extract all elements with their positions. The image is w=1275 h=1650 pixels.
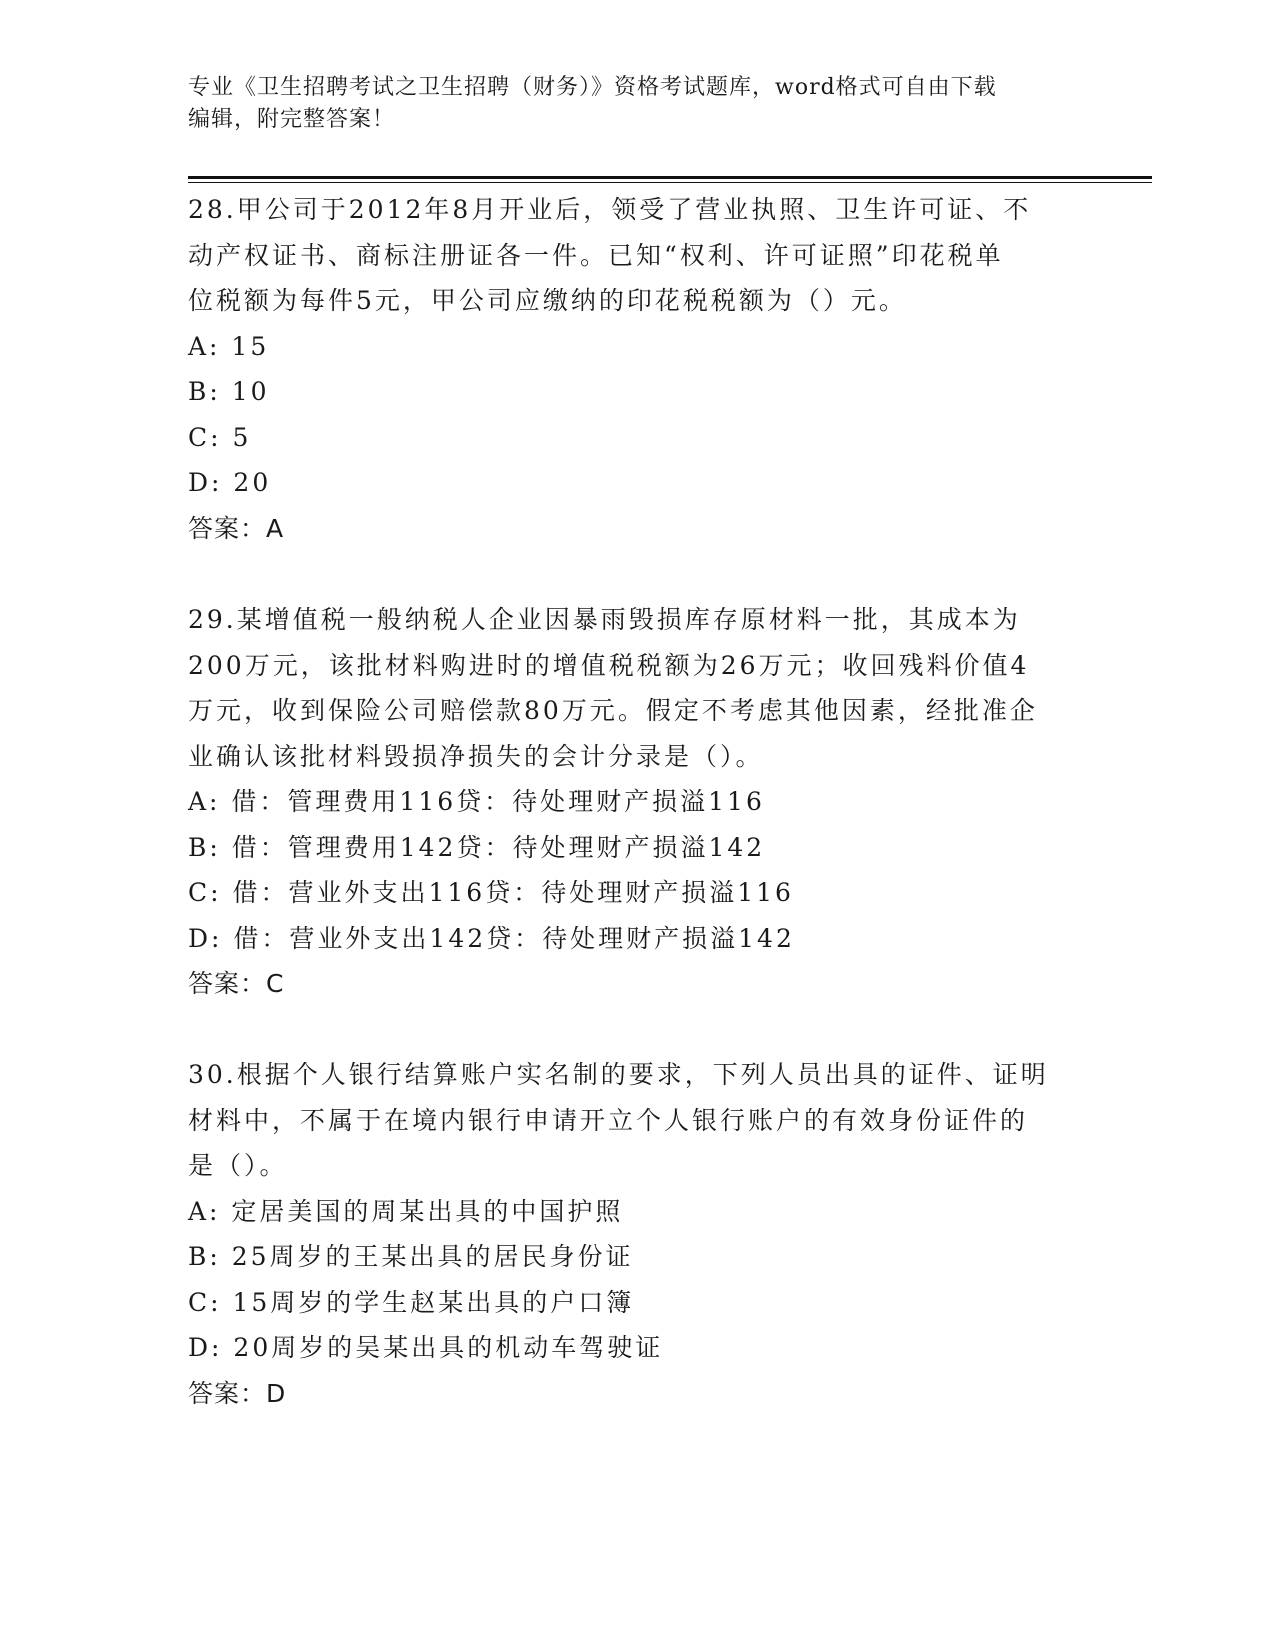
question-29-line-1: 29.某增值税一般纳税人企业因暴雨毁损库存原材料一批，其成本为 [188, 605, 1021, 634]
question-28-line-1: 28.甲公司于2012年8月开业后，领受了营业执照、卫生许可证、不 [188, 195, 1032, 224]
question-28-answer: 答案：A [188, 513, 285, 543]
question-28-option-d: D: 20 [188, 468, 272, 497]
question-30 [188, 1052, 1088, 1416]
question-30-line-3: 是（）。 [188, 1151, 288, 1180]
question-30-option-a: A: 定居美国的周某出具的中国护照 [188, 1196, 624, 1226]
question-29-answer: 答案：C [188, 969, 285, 998]
question-29-line-3: 万元，收到保险公司赔偿款80万元。假定不考虑其他因素，经批准企 [188, 696, 1038, 725]
question-29-option-a: A: 借：管理费用116贷：待处理财产损溢116 [188, 787, 765, 816]
question-28-option-c: C: 5 [188, 422, 252, 452]
question-28 [188, 187, 1088, 551]
question-29-line-4: 业确认该批材料毁损净损失的会计分录是（）。 [188, 741, 764, 771]
header-divider-thick [188, 176, 1152, 179]
question-28-line-3: 位税额为每件5元，甲公司应缴纳的印花税税额为（）元。 [188, 286, 907, 315]
header-line-1: 专业《卫生招聘考试之卫生招聘（财务）》资格考试题库，word格式可自由下载 [188, 75, 997, 100]
question-29 [188, 597, 1088, 1007]
document-header [188, 72, 1068, 136]
header-divider-thin [188, 182, 1152, 183]
question-30-line-1: 30.根据个人银行结算账户实名制的要求，下列人员出具的证件、证明 [188, 1060, 1049, 1089]
question-30-option-d: D: 20周岁的吴某出具的机动车驾驶证 [188, 1333, 664, 1362]
question-29-option-b: B: 借：管理费用142贷：待处理财产损溢142 [188, 832, 766, 862]
question-29-option-c: C: 借：营业外支出116贷：待处理财产损溢116 [188, 878, 794, 907]
question-28-option-b: B: 10 [188, 377, 270, 406]
question-29-line-2: 200万元，该批材料购进时的增值税税额为26万元；收回残料价值4 [188, 650, 1030, 680]
question-29-option-d: D: 借：营业外支出142贷：待处理财产损溢142 [188, 923, 795, 953]
question-30-option-c: C: 15周岁的学生赵某出具的户口簿 [188, 1287, 635, 1317]
header-line-2: 编辑，附完整答案！ [188, 107, 396, 132]
question-30-answer: 答案：D [188, 1378, 287, 1408]
question-30-line-2: 材料中，不属于在境内银行申请开立个人银行账户的有效身份证件的 [188, 1105, 1029, 1135]
question-28-option-a: A: 15 [188, 331, 270, 361]
question-28-line-2: 动产权证书、商标注册证各一件。已知“权利、许可证照”印花税单 [188, 240, 1004, 270]
question-30-option-b: B: 25周岁的王某出具的居民身份证 [188, 1242, 634, 1271]
